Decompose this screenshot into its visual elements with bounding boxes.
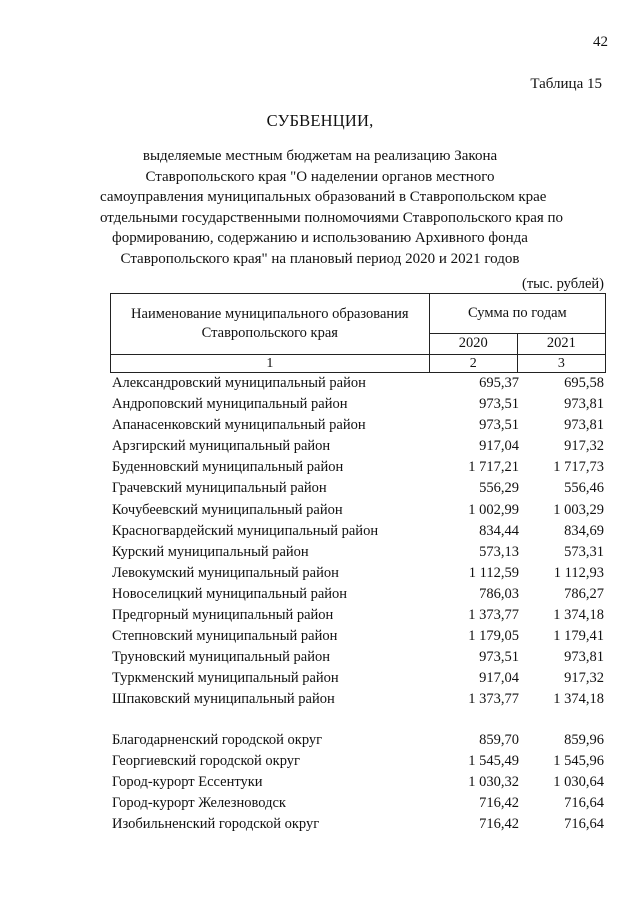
header-name-cell — [111, 294, 430, 355]
table-row — [112, 373, 606, 394]
row-value-2020: 973,51 — [479, 649, 519, 666]
row-name: Кочубеевский муниципальный район — [112, 501, 343, 518]
row-value-2020: 973,51 — [479, 396, 519, 413]
header-col-number: 3 — [517, 355, 605, 373]
table-row — [112, 584, 606, 605]
row-value-2020: 1 717,21 — [468, 459, 519, 476]
row-name: Курский муниципальный район — [112, 543, 309, 560]
table-row — [112, 772, 606, 793]
row-value-2020: 1 179,05 — [468, 628, 519, 645]
row-name: Георгиевский городской округ — [112, 753, 300, 770]
row-value-2021: 973,81 — [564, 396, 604, 413]
row-value-2020: 917,04 — [479, 438, 519, 455]
row-value-2020: 859,70 — [479, 732, 519, 748]
table-row — [112, 500, 606, 521]
row-value-2020: 1 030,32 — [468, 774, 519, 791]
row-value-2020: 1 545,49 — [468, 753, 519, 770]
cities-list — [112, 730, 606, 835]
table-row — [112, 730, 606, 751]
header-name-line: Наименование муниципального образования — [131, 306, 409, 322]
table-row — [112, 814, 606, 835]
table-row — [112, 542, 606, 563]
row-value-2021: 1 374,18 — [553, 691, 604, 708]
table-header — [110, 293, 606, 373]
row-value-2020: 556,29 — [479, 480, 519, 497]
row-value-2021: 1 717,73 — [553, 459, 604, 476]
row-value-2020: 1 373,77 — [468, 691, 519, 708]
page-number: 42 — [593, 34, 608, 50]
header-col-number: 2 — [429, 355, 517, 373]
row-name: Предгорный муниципальный район — [112, 607, 334, 624]
document-subtitle — [100, 146, 564, 270]
row-name: Степновский муниципальный район — [112, 628, 338, 645]
header-col-number: 1 — [111, 355, 430, 373]
row-value-2021: 716,64 — [564, 795, 604, 812]
row-name: Туркменский муниципальный район — [112, 670, 339, 687]
subtitle-line: формированию, содержанию и использованию Архивного фонда — [112, 230, 528, 247]
row-value-2021: 973,81 — [564, 649, 604, 666]
row-name: Арзгирский муниципальный район — [112, 438, 331, 455]
row-value-2020: 1 112,59 — [468, 564, 519, 581]
subtitle-line: Ставропольского края" на плановый период 2020 и 2021 годов — [120, 250, 520, 267]
row-name: Апанасенковский муниципальный район — [112, 417, 366, 434]
header-year-2020: 2020 — [429, 333, 517, 354]
table-row — [112, 563, 606, 584]
units-label: (тыс. рублей) — [522, 276, 604, 292]
subtitle-line: самоуправления муниципальных образований в Ставропольском крае — [100, 189, 547, 206]
subtitle-line: отдельными государственными полномочиями Ставропольского края по — [100, 209, 564, 226]
row-value-2021: 1 112,93 — [553, 564, 604, 581]
header-sum-cell: Сумма по годам — [429, 294, 605, 334]
table-row — [112, 605, 606, 626]
table-row — [112, 436, 606, 457]
row-value-2020: 695,37 — [479, 375, 519, 391]
row-value-2021: 1 545,96 — [553, 753, 604, 770]
row-value-2020: 917,04 — [479, 670, 519, 687]
table-label: Таблица 15 — [530, 76, 602, 92]
row-name: Андроповский муниципальный район — [112, 396, 348, 413]
table-row — [112, 521, 606, 542]
row-name: Буденновский муниципальный район — [112, 459, 344, 476]
row-value-2021: 917,32 — [564, 670, 604, 687]
row-name: Новоселицкий муниципальный район — [112, 585, 348, 602]
row-name: Труновский муниципальный район — [112, 649, 330, 666]
table-row — [112, 689, 606, 710]
row-value-2021: 1 179,41 — [553, 628, 604, 645]
row-value-2021: 1 374,18 — [553, 607, 604, 624]
row-value-2021: 695,58 — [564, 375, 604, 391]
districts-list — [112, 373, 606, 711]
table-row — [112, 668, 606, 689]
subtitle-line: выделяемые местным бюджетам на реализацию Закона — [142, 148, 498, 164]
row-name: Изобильненский городской округ — [112, 816, 320, 833]
row-value-2020: 1 373,77 — [468, 607, 519, 624]
row-value-2021: 573,31 — [564, 543, 604, 560]
header-year-2021: 2021 — [517, 333, 605, 354]
row-value-2021: 1 003,29 — [553, 501, 604, 518]
row-value-2021: 973,81 — [564, 417, 604, 434]
row-value-2020: 973,51 — [479, 417, 519, 434]
row-value-2021: 556,46 — [564, 480, 604, 497]
document-title: СУБВЕНЦИИ, — [266, 111, 374, 130]
table-row — [112, 478, 606, 499]
row-value-2021: 859,96 — [564, 732, 604, 748]
table-row — [112, 647, 606, 668]
row-value-2020: 573,13 — [479, 543, 519, 560]
row-name: Город-курорт Железноводск — [112, 795, 286, 812]
row-value-2021: 917,32 — [564, 438, 604, 455]
table-row — [112, 751, 606, 772]
table-row — [112, 793, 606, 814]
row-value-2021: 834,69 — [564, 522, 604, 539]
row-value-2020: 834,44 — [479, 522, 519, 539]
row-value-2021: 786,27 — [564, 585, 604, 602]
row-name: Шпаковский муниципальный район — [112, 691, 335, 708]
table-row — [112, 415, 606, 436]
row-name: Благодарненский городской округ — [112, 732, 323, 748]
row-name: Грачевский муниципальный район — [112, 480, 327, 497]
row-value-2020: 716,42 — [479, 816, 519, 833]
row-value-2020: 786,03 — [479, 585, 519, 602]
subtitle-line: Ставропольского края "О наделении органов местного — [145, 168, 495, 185]
row-name: Левокумский муниципальный район — [112, 564, 339, 581]
table-row — [112, 626, 606, 647]
table-row — [112, 394, 606, 415]
row-name: Красногвардейский муниципальный район — [112, 522, 379, 539]
table-row — [112, 457, 606, 478]
row-value-2020: 1 002,99 — [468, 501, 519, 518]
row-name: Александровский муниципальный район — [112, 375, 366, 391]
row-value-2021: 716,64 — [564, 816, 604, 833]
header-name-line: Ставропольского края — [201, 325, 338, 341]
row-value-2021: 1 030,64 — [553, 774, 604, 791]
row-name: Город-курорт Ессентуки — [112, 774, 263, 791]
row-value-2020: 716,42 — [479, 795, 519, 812]
